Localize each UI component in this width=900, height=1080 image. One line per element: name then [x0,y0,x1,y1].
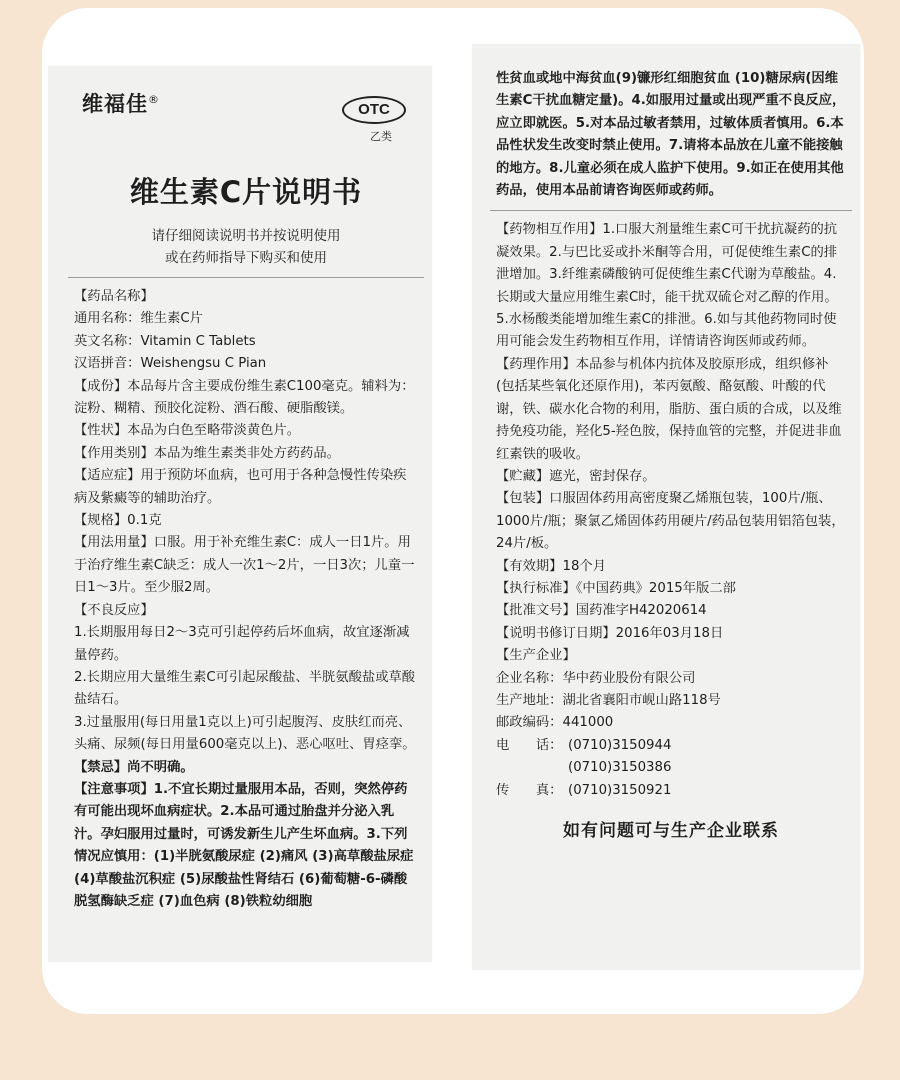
revision-section: 【说明书修订日期】2016年03月18日 [496,625,724,641]
leaflet-page-right [472,44,860,970]
contact-footer: 如有问题可与生产企业联系 [563,821,779,841]
indications-section: 【适应症】用于预防坏血病，也可用于各种急慢性传染疾病及紫癜等的辅助治疗。 [74,468,407,506]
divider [68,277,424,278]
company-name: 企业名称：华中药业股份有限公司 [496,670,696,686]
postcode: 邮政编码：441000 [496,715,614,731]
adverse-item-1: 1.长期服用每日2～3克可引起停药后坏血病，故宜逐渐减量停药。 [74,625,410,663]
leaflet-page-left [48,66,432,962]
brand-name: 维福佳® [82,92,160,116]
document-title: 维生素C片说明书 [129,175,363,209]
telephone-row-1: 电 话： (0710)3150944 [496,737,672,753]
precautions-continued: 性贫血或地中海贫血(9)镰形红细胞贫血 (10)糖尿病(因维生素C干扰血糖定量)。4.如服用过量或出现严重不良反应，应立即就医。5.对本品过敏者禁用，过敏体质者慎用。6.本品性状发生改变时禁止使用。7.请将本品放在儿童不能接触的地方。8.儿童必须在成人监护下使用。9.如正在使用其他药品，使用本品前请咨询医师或药师。 [496,71,846,199]
dosage-section: 【用法用量】口服。用于补充维生素C：成人一日1片。用于治疗维生素C缺乏：成人一次1～2片，一日3次；儿童一日1～3片。至少服2周。 [74,535,415,596]
appearance-section: 【性状】本品为白色至略带淡黄色片。 [74,423,301,439]
generic-name: 通用名称：维生素C片 [74,311,203,327]
validity-section: 【有效期】18个月 [496,558,606,574]
composition-section: 【成份】本品每片含主要成份维生素C100毫克。辅料为：淀粉、糊精、预胶化淀粉、酒石酸、硬脂酸镁。 [74,378,415,417]
package-section: 【包装】口服固体药用高密度聚乙烯瓶包装，100片/瓶、1000片/瓶；聚氯乙烯固体药用硬片/药品包装用铝箔包装，24片/板。 [496,491,845,552]
company-address: 生产地址：湖北省襄阳市岘山路118号 [496,692,721,708]
standard-section: 【执行标准】《中国药典》2015年版二部 [496,580,736,596]
storage-section: 【贮藏】遮光，密封保存。 [496,468,656,484]
notice-line-2: 或在药师指导下购买和使用 [165,250,327,266]
divider [490,210,852,211]
approval-section: 【批准文号】国药准字H42020614 [496,603,707,619]
header-row [74,78,418,143]
pharmacology-section: 【药理作用】本品参与机体内抗体及胶原形成，组织修补(包括某些氧化还原作用)，苯丙氨酸、酪氨酸、叶酸的代谢，铁、碳水化合物的利用，脂肪、蛋白质的合成，以及维持免疫功能，羟化5-羟色胺，保持血管的完整，并促进非血红素铁的吸收。 [496,356,842,462]
telephone-row-2: (0710)3150386 [568,760,672,776]
fax-row: 传 真： (0710)3150921 [496,782,672,798]
precautions-section: 【注意事项】1.不宜长期过量服用本品，否则，突然停药有可能出现坏血病症状。2.本品可通过胎盘并分泌入乳汁。孕妇服用过量时，可诱发新生儿产生坏血病。3.下列情况应慎用：(1)半胱氨酸尿症 (2)痛风 (3)高草酸盐尿症 (4)草酸盐沉积症 (5)尿酸盐性肾结石 (6)葡萄糖-6-磷酸脱氢酶缺乏症 (7)血色病 (8)铁粒幼细胞 [74,781,414,909]
spec-section: 【规格】0.1克 [74,513,162,529]
manufacturer-heading: 【生产企业】 [496,648,576,664]
interactions-section: 【药物相互作用】1.口服大剂量维生素C可干扰抗凝药的抗凝效果。2.与巴比妥或扑米酮等合用，可促使维生素C的排泄增加。3.纤维素磷酸钠可促使维生素C代谢为草酸盐。4.长期或大量应用维生素C时，能干扰双硫仑对乙醇的作用。5.水杨酸类能增加维生素C的排泄。6.如与其他药物同时使用可能会发生药物相互作用，详情请咨询医师或药师。 [496,222,838,350]
adverse-item-2: 2.长期应用大量维生素C可引起尿酸盐、半胱氨酸盐或草酸盐结石。 [74,669,416,708]
english-name: 英文名称：Vitamin C Tablets [74,333,256,349]
drug-name-heading: 【药品名称】 [74,289,154,304]
adverse-heading: 【不良反应】 [74,602,154,618]
notice-line-1: 请仔细阅读说明书并按说明使用 [151,228,341,244]
otc-class-label: 乙类 [370,130,392,143]
otc-badge: OTC [342,96,406,124]
contraindications-section: 【禁忌】尚不明确。 [74,759,194,775]
adverse-item-3: 3.过量服用(每日用量1克以上)可引起腹泻、皮肤红而亮、头痛、尿频(每日用量600毫克以上)、恶心呕吐、胃痉挛。 [74,714,416,753]
pinyin-name: 汉语拼音：Weishengsu C Pian [74,356,267,372]
category-section: 【作用类别】本品为维生素类非处方药药品。 [74,445,340,461]
